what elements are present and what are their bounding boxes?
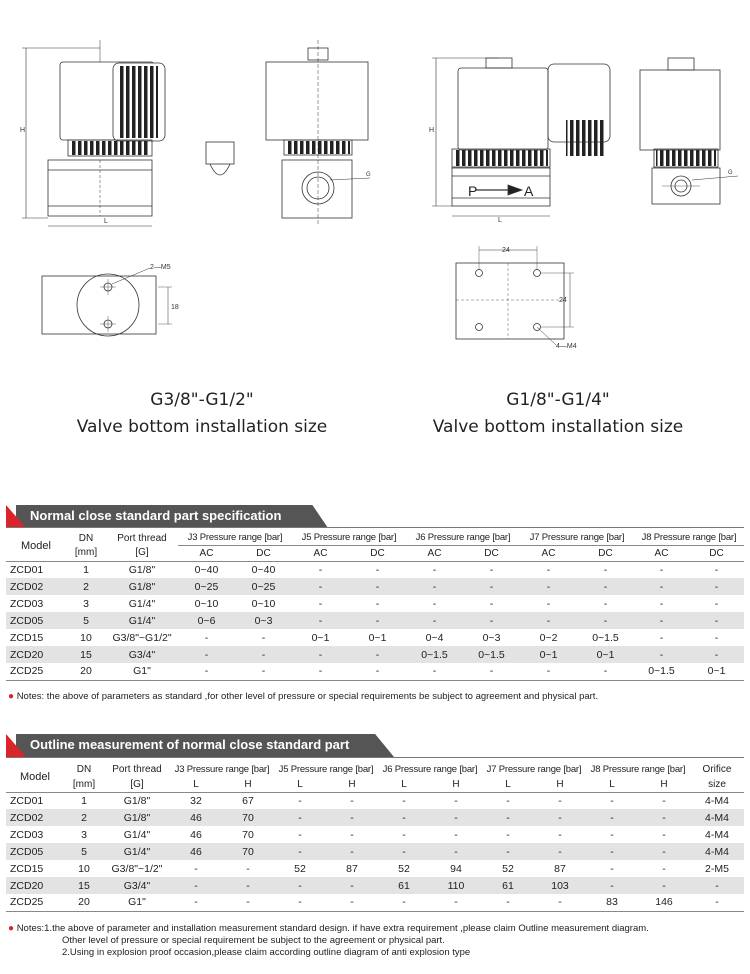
right-front-view bbox=[429, 58, 610, 224]
table-cell: 20 bbox=[66, 663, 106, 680]
col-ac: AC bbox=[199, 547, 214, 559]
col-group-j5: J5 Pressure range [bar] bbox=[278, 764, 374, 775]
table-cell: - bbox=[610, 879, 614, 892]
table-cell: - bbox=[454, 794, 458, 807]
table-cell: 52 bbox=[398, 862, 410, 875]
table-cell: - bbox=[489, 597, 494, 610]
table-cell: 15 bbox=[80, 648, 92, 661]
table-cell: 67 bbox=[242, 794, 254, 807]
table-cell: - bbox=[714, 580, 719, 593]
table-cell: - bbox=[350, 794, 354, 807]
table-cell: - bbox=[690, 894, 744, 911]
table-cell: 70 bbox=[242, 828, 254, 841]
col-dn: DN bbox=[76, 764, 92, 775]
table-cell: 52 bbox=[502, 862, 514, 875]
table-cell: - bbox=[298, 845, 302, 858]
col-group-j6: J6 Pressure range [bar] bbox=[382, 764, 478, 775]
table-cell: 146 bbox=[638, 894, 690, 911]
table-cell: - bbox=[714, 631, 719, 644]
table-cell: G1" bbox=[104, 894, 170, 911]
table-cell: 0~3 bbox=[482, 631, 501, 644]
col-model: Model bbox=[6, 762, 64, 792]
table-cell: 0~1.5 bbox=[634, 663, 689, 680]
col-h: H bbox=[556, 778, 564, 790]
model-cell: ZCD02 bbox=[10, 811, 44, 824]
model-cell: ZCD25 bbox=[6, 894, 64, 911]
table-cell: - bbox=[546, 580, 551, 593]
table-cell: - bbox=[318, 614, 323, 627]
col-h: H bbox=[244, 778, 252, 790]
col-h: H bbox=[452, 778, 460, 790]
table-cell: 1 bbox=[83, 563, 89, 576]
table-cell: G1/8" bbox=[123, 794, 151, 807]
left-bottom-dim: 18 bbox=[171, 304, 179, 311]
col-port-unit: [G] bbox=[130, 778, 144, 790]
col-orifice-unit: size bbox=[708, 778, 726, 790]
model-cell: ZCD15 bbox=[10, 862, 44, 875]
col-group-j8: J8 Pressure range [bar] bbox=[590, 764, 686, 775]
right-bottom-view bbox=[456, 246, 577, 350]
table-cell: - bbox=[662, 794, 666, 807]
table-row bbox=[6, 860, 744, 877]
table-cell: - bbox=[430, 894, 482, 911]
table-cell: 0~10 bbox=[194, 597, 219, 610]
table-cell: - bbox=[610, 828, 614, 841]
table-cell: G1/8" bbox=[128, 580, 156, 593]
table-cell: - bbox=[546, 597, 551, 610]
table-cell: - bbox=[577, 663, 634, 680]
table-cell: - bbox=[292, 663, 349, 680]
table-cell: - bbox=[506, 811, 510, 824]
table-cell: G3/4" bbox=[123, 879, 151, 892]
table-cell: 70 bbox=[242, 811, 254, 824]
table-cell: 110 bbox=[447, 879, 465, 892]
col-ac: AC bbox=[427, 547, 442, 559]
col-dn-unit: [mm] bbox=[72, 778, 96, 790]
left-caption bbox=[52, 387, 352, 441]
table-cell: - bbox=[714, 614, 719, 627]
table-cell: 0~1.5 bbox=[421, 648, 448, 661]
col-group-j3: J3 Pressure range [bar] bbox=[174, 764, 270, 775]
model-cell: ZCD05 bbox=[10, 614, 44, 627]
table-cell: - bbox=[659, 580, 664, 593]
table-cell: 4-M4 bbox=[705, 811, 729, 824]
spec-section-title: Normal close standard part specification bbox=[30, 508, 282, 523]
table-cell: - bbox=[194, 862, 198, 875]
table-cell: 2 bbox=[81, 811, 87, 824]
table-cell: - bbox=[454, 811, 458, 824]
table-cell: - bbox=[506, 845, 510, 858]
col-dc: DC bbox=[484, 547, 499, 559]
table-cell: - bbox=[558, 811, 562, 824]
table-cell: 5 bbox=[81, 845, 87, 858]
table-cell: 0~1.5 bbox=[478, 648, 505, 661]
model-cell: ZCD01 bbox=[10, 794, 44, 807]
table-cell: - bbox=[603, 597, 608, 610]
table-cell: - bbox=[318, 597, 323, 610]
table-cell: - bbox=[603, 614, 608, 627]
table-cell: - bbox=[558, 794, 562, 807]
table-cell: 0~1 bbox=[539, 648, 558, 661]
note-bullet-icon: ● bbox=[8, 691, 15, 702]
model-cell: ZCD03 bbox=[10, 828, 44, 841]
table-cell: 1 bbox=[81, 794, 87, 807]
table-cell: 10 bbox=[80, 631, 92, 644]
spec-note-text: Notes: the above of parameters as standard ,for other level of pressure or special requirements be subject to agreement and physical part. bbox=[16, 691, 599, 702]
table-cell: 46 bbox=[190, 845, 202, 858]
table-cell: G3/8"~1/2" bbox=[111, 862, 163, 875]
table-cell: - bbox=[350, 879, 354, 892]
table-cell: G3/4" bbox=[128, 648, 156, 661]
table-cell: - bbox=[603, 580, 608, 593]
table-row bbox=[6, 809, 744, 826]
table-cell: - bbox=[482, 894, 534, 911]
table-row bbox=[6, 595, 744, 612]
outline-section-title: Outline measurement of normal close standard part bbox=[30, 737, 350, 752]
table-cell: - bbox=[375, 563, 380, 576]
table-cell: G3/8"~G1/2" bbox=[112, 631, 172, 644]
table-cell: - bbox=[170, 894, 222, 911]
note-bullet-icon: ● bbox=[8, 923, 15, 934]
right-caption bbox=[408, 387, 708, 441]
left-g-label: G bbox=[366, 172, 371, 178]
col-l: L bbox=[401, 778, 407, 790]
table-cell: - bbox=[432, 597, 437, 610]
left-l-label: L bbox=[104, 218, 108, 225]
table-cell: - bbox=[432, 580, 437, 593]
table-cell: - bbox=[178, 663, 235, 680]
table-cell: - bbox=[463, 663, 520, 680]
col-dc: DC bbox=[709, 547, 724, 559]
table-row bbox=[6, 894, 744, 911]
table-cell: - bbox=[274, 894, 326, 911]
table-cell: - bbox=[406, 663, 463, 680]
table-cell: 0~25 bbox=[194, 580, 219, 593]
col-dc: DC bbox=[598, 547, 613, 559]
col-ac: AC bbox=[541, 547, 556, 559]
col-dn: DN bbox=[78, 532, 94, 544]
table-cell: - bbox=[375, 580, 380, 593]
left-bottom-view bbox=[42, 264, 179, 336]
outline-rule bbox=[6, 757, 744, 758]
col-h: H bbox=[348, 778, 356, 790]
outline-section-banner bbox=[6, 734, 350, 757]
table-cell: - bbox=[546, 563, 551, 576]
table-cell: - bbox=[298, 794, 302, 807]
table-cell: 87 bbox=[346, 862, 358, 875]
table-cell: - bbox=[194, 879, 198, 892]
left-caption-size: G3/8"-G1/2" bbox=[150, 390, 254, 410]
table-cell: 0~10 bbox=[251, 597, 276, 610]
table-cell: - bbox=[662, 811, 666, 824]
table-row bbox=[6, 663, 744, 680]
col-l: L bbox=[505, 778, 511, 790]
outline-note-2: Other level of pressure or special requirement be subject to the agreement or physical part. bbox=[62, 935, 445, 946]
col-orifice: Orifice bbox=[702, 764, 732, 775]
table-cell: - bbox=[350, 845, 354, 858]
table-cell: 0~1 bbox=[368, 631, 387, 644]
table-cell: - bbox=[489, 580, 494, 593]
table-cell: 2 bbox=[83, 580, 89, 593]
spec-table bbox=[6, 531, 744, 681]
col-h: H bbox=[660, 778, 668, 790]
table-cell: 61 bbox=[398, 879, 410, 892]
table-cell: - bbox=[378, 894, 430, 911]
right-l-label: L bbox=[498, 217, 502, 224]
left-side-view bbox=[266, 40, 371, 225]
table-cell: - bbox=[662, 862, 666, 875]
model-cell: ZCD03 bbox=[10, 597, 44, 610]
table-cell: - bbox=[714, 563, 719, 576]
col-group-j5: J5 Pressure range [bar] bbox=[292, 531, 406, 545]
left-h-label: H bbox=[20, 127, 26, 134]
col-l: L bbox=[297, 778, 303, 790]
table-cell: - bbox=[375, 597, 380, 610]
table-cell: - bbox=[350, 811, 354, 824]
model-cell: ZCD01 bbox=[10, 563, 44, 576]
outline-note-3: 2.Using in explosion proof occasion,please claim according outline diagram of anti explosion type bbox=[62, 947, 471, 958]
table-cell: 0~25 bbox=[251, 580, 276, 593]
table-cell: - bbox=[402, 845, 406, 858]
table-cell: 0~1 bbox=[596, 648, 615, 661]
table-row bbox=[6, 629, 744, 646]
table-cell: 0~1.5 bbox=[592, 631, 619, 644]
table-cell: 0~1 bbox=[689, 663, 744, 680]
table-row bbox=[6, 826, 744, 843]
model-cell: ZCD02 bbox=[10, 580, 44, 593]
table-cell: 70 bbox=[242, 845, 254, 858]
right-caption-size: G1/8"-G1/4" bbox=[506, 390, 610, 410]
outline-note-1: Notes:1.the above of parameter and installation measurement standard design. if have extra requirement ,please claim Outline measurement diagram. bbox=[16, 923, 649, 934]
table-cell: - bbox=[349, 663, 406, 680]
table-row bbox=[6, 561, 744, 578]
table-cell: G1" bbox=[106, 663, 178, 680]
table-cell: 61 bbox=[502, 879, 514, 892]
col-port: Port thread bbox=[112, 764, 162, 775]
table-cell: - bbox=[318, 563, 323, 576]
col-group-j3: J3 Pressure range [bar] bbox=[178, 531, 292, 545]
table-cell: - bbox=[298, 879, 302, 892]
table-row bbox=[6, 578, 744, 595]
col-l: L bbox=[193, 778, 199, 790]
table-cell: - bbox=[662, 845, 666, 858]
col-ac: AC bbox=[654, 547, 669, 559]
table-cell: 83 bbox=[586, 894, 638, 911]
table-cell: 4-M4 bbox=[705, 845, 729, 858]
table-cell: 20 bbox=[64, 894, 104, 911]
table-cell: - bbox=[402, 828, 406, 841]
right-bottom-dim-side: 24 bbox=[559, 297, 567, 304]
table-cell: - bbox=[610, 845, 614, 858]
table-cell: 4-M4 bbox=[705, 794, 729, 807]
right-g-label: G bbox=[728, 170, 733, 176]
table-cell: 0~40 bbox=[194, 563, 219, 576]
table-cell: - bbox=[610, 862, 614, 875]
table-cell: 0~6 bbox=[197, 614, 216, 627]
model-cell: ZCD20 bbox=[10, 648, 44, 661]
spec-table-body bbox=[6, 561, 744, 680]
table-cell: - bbox=[261, 648, 266, 661]
model-cell: ZCD05 bbox=[10, 845, 44, 858]
model-cell: ZCD20 bbox=[10, 879, 44, 892]
table-cell: - bbox=[489, 563, 494, 576]
table-cell: - bbox=[222, 894, 274, 911]
table-cell: - bbox=[659, 614, 664, 627]
spec-section-banner bbox=[6, 505, 324, 528]
table-cell: 0~40 bbox=[251, 563, 276, 576]
right-caption-text: Valve bottom installation size bbox=[432, 417, 684, 437]
right-flow-a: A bbox=[524, 183, 534, 199]
table-cell: 94 bbox=[450, 862, 462, 875]
table-cell: 103 bbox=[551, 879, 569, 892]
left-front-view bbox=[20, 40, 234, 226]
col-group-j7: J7 Pressure range [bar] bbox=[486, 764, 582, 775]
table-cell: - bbox=[375, 614, 380, 627]
col-port: Port thread bbox=[117, 532, 167, 544]
table-cell: 0~3 bbox=[254, 614, 273, 627]
col-dc: DC bbox=[256, 547, 271, 559]
table-cell: 5 bbox=[83, 614, 89, 627]
table-row bbox=[6, 792, 744, 809]
table-cell: - bbox=[326, 894, 378, 911]
right-bottom-hole-label: 4—M4 bbox=[556, 343, 577, 350]
col-dn-unit: [mm] bbox=[74, 547, 98, 559]
outline-notes bbox=[8, 923, 649, 959]
table-cell: 46 bbox=[190, 811, 202, 824]
table-cell: - bbox=[714, 648, 719, 661]
table-cell: - bbox=[558, 845, 562, 858]
table-cell: - bbox=[659, 648, 664, 661]
table-cell: 0~4 bbox=[425, 631, 444, 644]
table-cell: 0~1 bbox=[311, 631, 330, 644]
table-cell: - bbox=[659, 563, 664, 576]
table-cell: - bbox=[610, 794, 614, 807]
col-model: Model bbox=[6, 531, 66, 561]
table-cell: 2-M5 bbox=[705, 862, 729, 875]
table-cell: 15 bbox=[78, 879, 90, 892]
table-row bbox=[6, 612, 744, 629]
right-h-label: H bbox=[429, 127, 435, 134]
spec-note bbox=[8, 691, 598, 702]
table-cell: - bbox=[204, 631, 209, 644]
table-cell: 0~2 bbox=[539, 631, 558, 644]
col-group-j7: J7 Pressure range [bar] bbox=[520, 531, 634, 545]
spec-rule bbox=[6, 527, 744, 528]
table-cell: - bbox=[546, 614, 551, 627]
table-cell: - bbox=[375, 648, 380, 661]
col-l: L bbox=[609, 778, 615, 790]
table-cell: G1/8" bbox=[128, 563, 156, 576]
table-cell: - bbox=[715, 879, 719, 892]
col-port-unit: [G] bbox=[135, 547, 149, 559]
table-cell: - bbox=[261, 631, 266, 644]
table-cell: 3 bbox=[83, 597, 89, 610]
left-bottom-hole-label: 2—M5 bbox=[150, 264, 171, 271]
table-row bbox=[6, 877, 744, 894]
table-cell: - bbox=[506, 828, 510, 841]
table-cell: 3 bbox=[81, 828, 87, 841]
model-cell: ZCD25 bbox=[6, 663, 66, 680]
table-cell: - bbox=[714, 597, 719, 610]
table-cell: 32 bbox=[190, 794, 202, 807]
technical-drawings bbox=[0, 0, 750, 380]
table-cell: 4-M4 bbox=[705, 828, 729, 841]
table-cell: - bbox=[662, 879, 666, 892]
col-group-j6: J6 Pressure range [bar] bbox=[406, 531, 520, 545]
table-cell: - bbox=[610, 811, 614, 824]
table-cell: - bbox=[402, 811, 406, 824]
table-cell: - bbox=[454, 828, 458, 841]
table-row bbox=[6, 646, 744, 663]
table-cell: - bbox=[489, 614, 494, 627]
right-flow-p: P bbox=[468, 183, 478, 199]
table-cell: - bbox=[454, 845, 458, 858]
table-cell: - bbox=[659, 597, 664, 610]
table-cell: - bbox=[662, 828, 666, 841]
table-cell: - bbox=[506, 794, 510, 807]
table-row bbox=[6, 843, 744, 860]
model-cell: ZCD15 bbox=[10, 631, 44, 644]
table-cell: - bbox=[298, 828, 302, 841]
table-cell: - bbox=[659, 631, 664, 644]
table-cell: 87 bbox=[554, 862, 566, 875]
table-cell: - bbox=[432, 563, 437, 576]
table-cell: G1/8" bbox=[123, 811, 151, 824]
table-cell: - bbox=[298, 811, 302, 824]
table-cell: - bbox=[520, 663, 577, 680]
table-cell: - bbox=[246, 862, 250, 875]
table-cell: - bbox=[246, 879, 250, 892]
table-cell: - bbox=[204, 648, 209, 661]
table-cell: G1/4" bbox=[128, 597, 156, 610]
table-cell: - bbox=[534, 894, 586, 911]
table-cell: - bbox=[603, 563, 608, 576]
right-bottom-dim-top: 24 bbox=[502, 247, 510, 254]
table-cell: - bbox=[432, 614, 437, 627]
col-group-j8: J8 Pressure range [bar] bbox=[634, 531, 744, 545]
table-cell: G1/4" bbox=[123, 828, 151, 841]
table-cell: 46 bbox=[190, 828, 202, 841]
table-cell: 10 bbox=[78, 862, 90, 875]
table-cell: - bbox=[350, 828, 354, 841]
col-ac: AC bbox=[313, 547, 328, 559]
col-dc: DC bbox=[370, 547, 385, 559]
outline-table-body bbox=[6, 792, 744, 911]
table-cell: - bbox=[402, 794, 406, 807]
right-side-view bbox=[640, 58, 738, 204]
table-cell: - bbox=[558, 828, 562, 841]
left-caption-text: Valve bottom installation size bbox=[76, 417, 328, 437]
table-cell: G1/4" bbox=[123, 845, 151, 858]
table-cell: - bbox=[235, 663, 292, 680]
table-cell: - bbox=[318, 648, 323, 661]
table-cell: - bbox=[318, 580, 323, 593]
table-cell: 52 bbox=[294, 862, 306, 875]
outline-table bbox=[6, 762, 744, 912]
table-cell: G1/4" bbox=[128, 614, 156, 627]
